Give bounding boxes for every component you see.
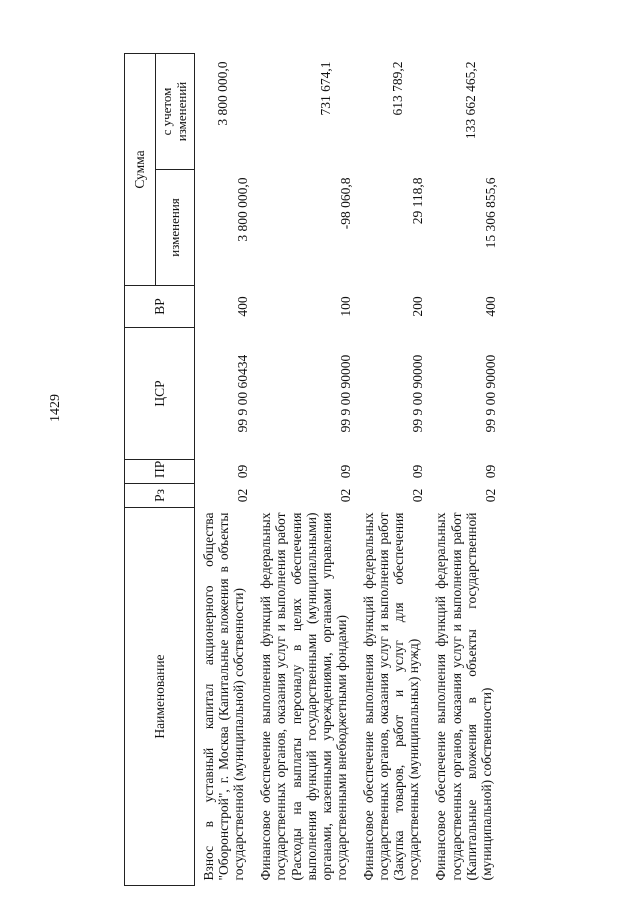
page-number: 1429 [48, 394, 63, 422]
header-vr: ВР [125, 286, 195, 328]
row-csr: 99 9 00 90000 [337, 354, 353, 433]
budget-table-container [124, 54, 584, 886]
row-name: Финансовое обеспечение выполнения функций федеральных государственных органов, оказания услуг и выполнения работ (Расходы на выплаты персоналу в целях обеспечения выполнения функций государственными (муниципальными) органами, казенными учреждениями, органами управления государственными внебюджетными фондами) [258, 512, 349, 881]
header-csr: ЦСР [125, 328, 195, 460]
header-name: Наименование [125, 508, 195, 886]
row-pr: 09 [337, 464, 353, 479]
row-csr: 99 9 00 90000 [482, 354, 498, 433]
row-change: 29 118,8 [410, 177, 426, 225]
table-row [195, 53, 253, 885]
row-total: 133 662 465,2 [462, 61, 478, 140]
row-rz: 02 [410, 488, 426, 503]
row-name: Взнос в уставный капитал акционерного общества "Оборонстрой", г. Москва (Капитальные вложения в объекты государственной (муниципальной) собственности) [201, 512, 247, 881]
table-header [125, 53, 195, 885]
row-csr: 99 9 00 60434 [235, 354, 251, 433]
row-rz: 02 [235, 488, 251, 503]
row-vr: 100 [337, 296, 353, 317]
row-total: 731 674,1 [317, 61, 333, 116]
row-pr: 09 [410, 464, 426, 479]
table-body [195, 53, 500, 885]
row-vr: 400 [482, 296, 498, 317]
row-vr: 200 [410, 296, 426, 317]
row-csr: 99 9 00 90000 [410, 354, 426, 433]
header-with-changes: с учетом изменений [156, 53, 195, 169]
header-changes: изменения [156, 170, 195, 286]
row-total: 3 800 000,0 [215, 61, 231, 126]
row-rz: 02 [482, 488, 498, 503]
row-change: 3 800 000,0 [235, 177, 251, 242]
header-sum: Сумма [125, 53, 156, 285]
row-rz: 02 [337, 488, 353, 503]
row-vr: 400 [235, 296, 251, 317]
row-pr: 09 [482, 464, 498, 479]
row-pr: 09 [235, 464, 251, 479]
budget-table [124, 53, 500, 886]
header-pr: ПР [125, 460, 195, 484]
row-change: 15 306 855,6 [482, 177, 498, 249]
row-name: Финансовое обеспечение выполнения функций федеральных государственных органов, оказания услуг и выполнения работ (Капитальные вложения в объекты государственной (муниципальной) собственности) [433, 512, 494, 881]
table-row [427, 53, 499, 885]
header-rz: Рз [125, 484, 195, 508]
row-total: 613 789,2 [390, 61, 406, 116]
table-row [355, 53, 427, 885]
table-row [252, 53, 355, 885]
row-name: Финансовое обеспечение выполнения функций федеральных государственных органов, оказания услуг и выполнения работ (Закупка товаров, работ и услуг для обеспечения государственных (муниципальных) нужд) [360, 512, 422, 881]
row-change: -98 060,8 [337, 177, 353, 230]
